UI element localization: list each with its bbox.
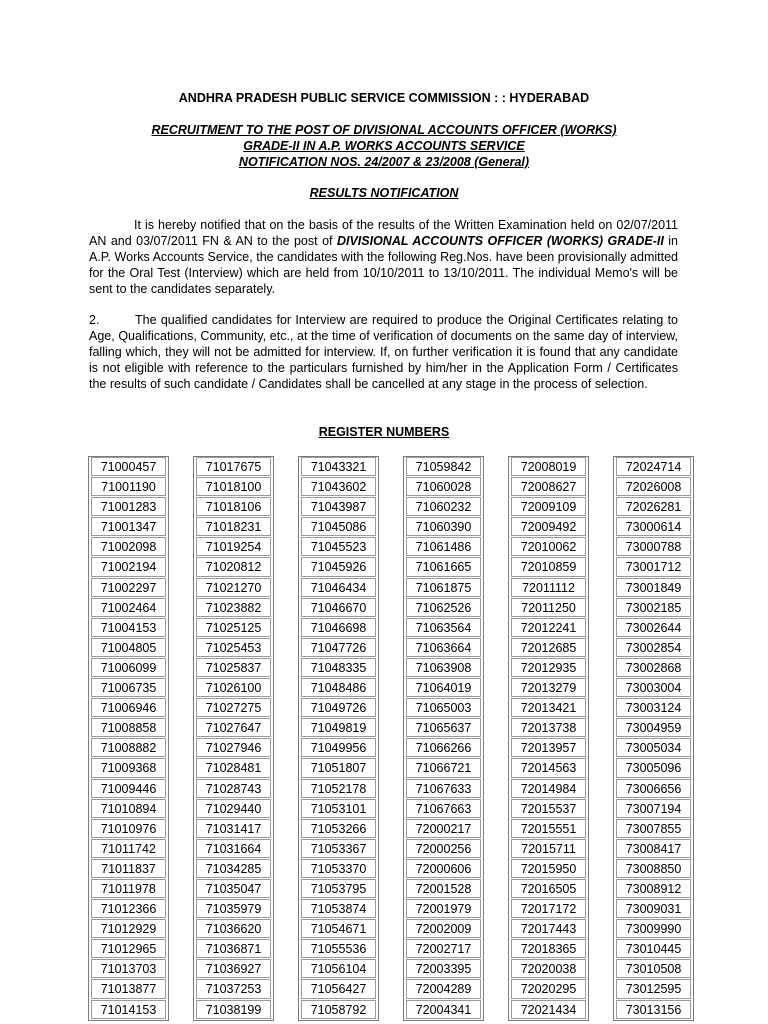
register-number-cell: 71004805 xyxy=(91,638,166,657)
register-number-cell: 72003395 xyxy=(406,959,481,978)
register-number-cell: 72013421 xyxy=(511,698,586,717)
register-number-cell: 72015551 xyxy=(511,819,586,838)
register-number-cell: 72013957 xyxy=(511,738,586,757)
register-number-cell: 71035047 xyxy=(196,879,271,898)
register-number-cell: 72020295 xyxy=(511,979,586,998)
register-number-cell: 71018100 xyxy=(196,477,271,496)
register-number-cell: 71067633 xyxy=(406,779,481,798)
register-number-cell: 71045523 xyxy=(301,537,376,556)
register-number-cell: 73002854 xyxy=(616,638,691,657)
register-number-cell: 73013156 xyxy=(616,1000,691,1019)
register-number-cell: 71002194 xyxy=(91,557,166,576)
register-number-cell: 71061875 xyxy=(406,578,481,597)
register-number-cell: 71046698 xyxy=(301,618,376,637)
register-number-cell: 72021434 xyxy=(511,1000,586,1019)
results-title: RESULTS NOTIFICATION xyxy=(309,186,459,200)
register-number-cell: 71061665 xyxy=(406,557,481,576)
register-number-cell: 73003124 xyxy=(616,698,691,717)
register-number-cell: 71035979 xyxy=(196,899,271,918)
register-number-cell: 73008850 xyxy=(616,859,691,878)
register-number-cell: 72024714 xyxy=(616,457,691,476)
register-number-cell: 71038199 xyxy=(196,1000,271,1019)
register-number-cell: 71049956 xyxy=(301,738,376,757)
register-number-cell: 71012366 xyxy=(91,899,166,918)
register-number-cell: 71053795 xyxy=(301,879,376,898)
register-number-cell: 73002868 xyxy=(616,658,691,677)
register-number-cell: 71053266 xyxy=(301,819,376,838)
register-number-cell: 71008858 xyxy=(91,718,166,737)
register-number-cell: 71065637 xyxy=(406,718,481,737)
register-number-cell: 73010508 xyxy=(616,959,691,978)
register-number-cell: 71014153 xyxy=(91,1000,166,1019)
register-number-cell: 71058792 xyxy=(301,1000,376,1019)
register-number-cell: 71060232 xyxy=(406,497,481,516)
register-number-cell: 71054671 xyxy=(301,919,376,938)
register-column-1 xyxy=(88,456,169,1021)
register-number-cell: 71021270 xyxy=(196,578,271,597)
register-number-cell: 71048335 xyxy=(301,658,376,677)
register-number-cell: 71056104 xyxy=(301,959,376,978)
register-number-cell: 71018231 xyxy=(196,517,271,536)
register-number-cell: 71025837 xyxy=(196,658,271,677)
register-number-cell: 72001979 xyxy=(406,899,481,918)
register-number-cell: 71059842 xyxy=(406,457,481,476)
register-number-cell: 71047726 xyxy=(301,638,376,657)
register-number-cell: 71055536 xyxy=(301,939,376,958)
register-number-cell: 71023882 xyxy=(196,598,271,617)
register-number-cell: 71012965 xyxy=(91,939,166,958)
register-number-cell: 71027647 xyxy=(196,718,271,737)
register-number-cell: 71029440 xyxy=(196,799,271,818)
register-number-cell: 71066266 xyxy=(406,738,481,757)
register-number-cell: 71028481 xyxy=(196,758,271,777)
register-number-cell: 71062526 xyxy=(406,598,481,617)
register-number-cell: 72000606 xyxy=(406,859,481,878)
register-number-cell: 71027946 xyxy=(196,738,271,757)
notification-numbers: NOTIFICATION NOS. 24/2007 & 23/2008 (General) xyxy=(238,155,530,169)
register-number-cell: 73008417 xyxy=(616,839,691,858)
register-number-cell: 72008627 xyxy=(511,477,586,496)
register-number-cell: 71045086 xyxy=(301,517,376,536)
register-number-cell: 73012595 xyxy=(616,979,691,998)
register-number-cell: 73001712 xyxy=(616,557,691,576)
register-number-cell: 72016505 xyxy=(511,879,586,898)
register-number-cell: 71002297 xyxy=(91,578,166,597)
register-number-cell: 72014984 xyxy=(511,779,586,798)
register-column-4 xyxy=(403,456,484,1021)
register-number-cell: 71037253 xyxy=(196,979,271,998)
register-number-cell: 72002717 xyxy=(406,939,481,958)
register-number-cell: 73009990 xyxy=(616,919,691,938)
register-number-cell: 71001283 xyxy=(91,497,166,516)
register-number-cell: 72026281 xyxy=(616,497,691,516)
register-number-cell: 71034285 xyxy=(196,859,271,878)
register-number-cell: 72014563 xyxy=(511,758,586,777)
register-number-cell: 71053874 xyxy=(301,899,376,918)
register-number-cell: 71008882 xyxy=(91,738,166,757)
register-number-cell: 71013877 xyxy=(91,979,166,998)
register-number-cell: 72011112 xyxy=(511,578,586,597)
register-number-cell: 73009031 xyxy=(616,899,691,918)
register-number-cell: 71010976 xyxy=(91,819,166,838)
register-number-cell: 72018365 xyxy=(511,939,586,958)
register-number-cell: 72020038 xyxy=(511,959,586,978)
register-number-cell: 71013703 xyxy=(91,959,166,978)
register-number-cell: 71036620 xyxy=(196,919,271,938)
register-number-cell: 71036927 xyxy=(196,959,271,978)
register-number-cell: 71004153 xyxy=(91,618,166,637)
register-number-cell: 71009368 xyxy=(91,758,166,777)
register-column-6 xyxy=(613,456,694,1021)
register-number-cell: 73000788 xyxy=(616,537,691,556)
paragraph-2-text: The qualified candidates for Interview are required to produce the Original Certificates relating to Age, Qualifications, Community, etc., at the time of verification of documents on the same day of interview, falling which, they will not be admitted for interview. If, on further verification it is found that any candidate is not eligible with reference to the particulars furnished by him/her in the Application Form / Certificates the results of such candidate / Candidates shall be cancelled at any stage in the process of selection. xyxy=(89,313,678,391)
register-number-cell: 72015711 xyxy=(511,839,586,858)
register-number-cell: 71043602 xyxy=(301,477,376,496)
register-number-cell: 71031664 xyxy=(196,839,271,858)
register-number-cell: 73007194 xyxy=(616,799,691,818)
register-number-cell: 71046434 xyxy=(301,578,376,597)
register-number-cell: 73005034 xyxy=(616,738,691,757)
register-number-cell: 71025125 xyxy=(196,618,271,637)
register-number-cell: 71049819 xyxy=(301,718,376,737)
register-number-cell: 71001190 xyxy=(91,477,166,496)
register-number-cell: 72017172 xyxy=(511,899,586,918)
register-number-cell: 71020812 xyxy=(196,557,271,576)
register-number-cell: 73000614 xyxy=(616,517,691,536)
register-column-2 xyxy=(193,456,274,1021)
register-number-cell: 71053101 xyxy=(301,799,376,818)
register-number-cell: 73008912 xyxy=(616,879,691,898)
register-number-cell: 72013738 xyxy=(511,718,586,737)
register-number-cell: 71011742 xyxy=(91,839,166,858)
register-number-cell: 72015537 xyxy=(511,799,586,818)
register-number-cell: 71002464 xyxy=(91,598,166,617)
register-number-cell: 71048486 xyxy=(301,678,376,697)
register-number-cell: 72008019 xyxy=(511,457,586,476)
register-number-cell: 71000457 xyxy=(91,457,166,476)
register-number-cell: 71066721 xyxy=(406,758,481,777)
recruitment-line-2: GRADE-II IN A.P. WORKS ACCOUNTS SERVICE xyxy=(243,139,525,153)
paragraph-2-number: 2. xyxy=(89,313,100,327)
register-number-cell: 71065003 xyxy=(406,698,481,717)
register-number-cell: 72012685 xyxy=(511,638,586,657)
register-column-5 xyxy=(508,456,589,1021)
paragraph-1-text-a: It is hereby notified that on the basis of the results of the Written Examination held on 02/07/2011 AN and 03/07/2011 FN & AN to the post of xyxy=(89,218,678,248)
register-number-cell: 71060390 xyxy=(406,517,481,536)
register-number-cell: 71011837 xyxy=(91,859,166,878)
register-number-cell: 71045926 xyxy=(301,557,376,576)
register-number-cell: 72000217 xyxy=(406,819,481,838)
register-number-cell: 72015950 xyxy=(511,859,586,878)
register-number-cell: 72010062 xyxy=(511,537,586,556)
register-number-cell: 72000256 xyxy=(406,839,481,858)
register-number-cell: 71031417 xyxy=(196,819,271,838)
register-number-cell: 71025453 xyxy=(196,638,271,657)
register-number-cell: 71063908 xyxy=(406,658,481,677)
register-number-cell: 71018106 xyxy=(196,497,271,516)
register-column-3 xyxy=(298,456,379,1021)
register-number-cell: 71051807 xyxy=(301,758,376,777)
register-number-cell: 71006735 xyxy=(91,678,166,697)
register-number-cell: 71043321 xyxy=(301,457,376,476)
register-number-cell: 73002185 xyxy=(616,598,691,617)
recruitment-line-1: RECRUITMENT TO THE POST OF DIVISIONAL ACCOUNTS OFFICER (WORKS) xyxy=(151,123,617,137)
register-number-cell: 71063564 xyxy=(406,618,481,637)
register-number-cell: 73004959 xyxy=(616,718,691,737)
register-number-cell: 71046670 xyxy=(301,598,376,617)
register-number-cell: 71053370 xyxy=(301,859,376,878)
register-number-cell: 71060028 xyxy=(406,477,481,496)
register-number-cell: 72004289 xyxy=(406,979,481,998)
register-number-cell: 71028743 xyxy=(196,779,271,798)
register-number-cell: 71052178 xyxy=(301,779,376,798)
register-number-cell: 73001849 xyxy=(616,578,691,597)
paragraph-1 xyxy=(89,217,678,297)
register-number-cell: 71017675 xyxy=(196,457,271,476)
register-number-cell: 71027275 xyxy=(196,698,271,717)
register-number-cell: 71019254 xyxy=(196,537,271,556)
register-number-cell: 71056427 xyxy=(301,979,376,998)
register-number-cell: 72009492 xyxy=(511,517,586,536)
register-number-cell: 71026100 xyxy=(196,678,271,697)
register-number-cell: 73007855 xyxy=(616,819,691,838)
register-number-cell: 71064019 xyxy=(406,678,481,697)
register-number-cell: 72012935 xyxy=(511,658,586,677)
register-number-cell: 73002644 xyxy=(616,618,691,637)
register-number-cell: 71049726 xyxy=(301,698,376,717)
register-number-cell: 71067663 xyxy=(406,799,481,818)
register-number-cell: 71006099 xyxy=(91,658,166,677)
register-number-cell: 71036871 xyxy=(196,939,271,958)
register-number-cell: 72011250 xyxy=(511,598,586,617)
register-number-cell: 71009446 xyxy=(91,779,166,798)
register-number-cell: 72004341 xyxy=(406,1000,481,1019)
register-number-cell: 73005096 xyxy=(616,758,691,777)
register-numbers-title: REGISTER NUMBERS xyxy=(318,425,450,439)
register-number-cell: 72012241 xyxy=(511,618,586,637)
register-number-cell: 72009109 xyxy=(511,497,586,516)
register-number-cell: 73006656 xyxy=(616,779,691,798)
register-number-cell: 72010859 xyxy=(511,557,586,576)
register-number-cell: 71002098 xyxy=(91,537,166,556)
register-number-cell: 72017443 xyxy=(511,919,586,938)
register-number-cell: 72002009 xyxy=(406,919,481,938)
paragraph-1-text-b: in A.P. Works Accounts Service, the candidates with the following Reg.Nos. have been provisionally admitted for the Oral Test (Interview) which are held from 10/10/2011 to 13/10/2011. The individual Memo's will be sent to the candidates separately. xyxy=(89,234,678,296)
register-number-cell: 71063664 xyxy=(406,638,481,657)
register-number-cell: 71001347 xyxy=(91,517,166,536)
register-number-cell: 72013279 xyxy=(511,678,586,697)
register-number-cell: 73010445 xyxy=(616,939,691,958)
register-number-cell: 71011978 xyxy=(91,879,166,898)
register-number-cell: 73003004 xyxy=(616,678,691,697)
paragraph-1-emphasis: DIVISIONAL ACCOUNTS OFFICER (WORKS) GRADE-II xyxy=(336,234,664,248)
register-number-cell: 71053367 xyxy=(301,839,376,858)
register-number-cell: 72026008 xyxy=(616,477,691,496)
commission-heading: ANDHRA PRADESH PUBLIC SERVICE COMMISSION : : HYDERABAD xyxy=(178,91,590,105)
register-number-cell: 71012929 xyxy=(91,919,166,938)
register-number-cell: 71010894 xyxy=(91,799,166,818)
register-number-cell: 71061486 xyxy=(406,537,481,556)
register-number-cell: 71043987 xyxy=(301,497,376,516)
register-number-cell: 71006946 xyxy=(91,698,166,717)
paragraph-2 xyxy=(89,312,678,392)
register-number-cell: 72001528 xyxy=(406,879,481,898)
